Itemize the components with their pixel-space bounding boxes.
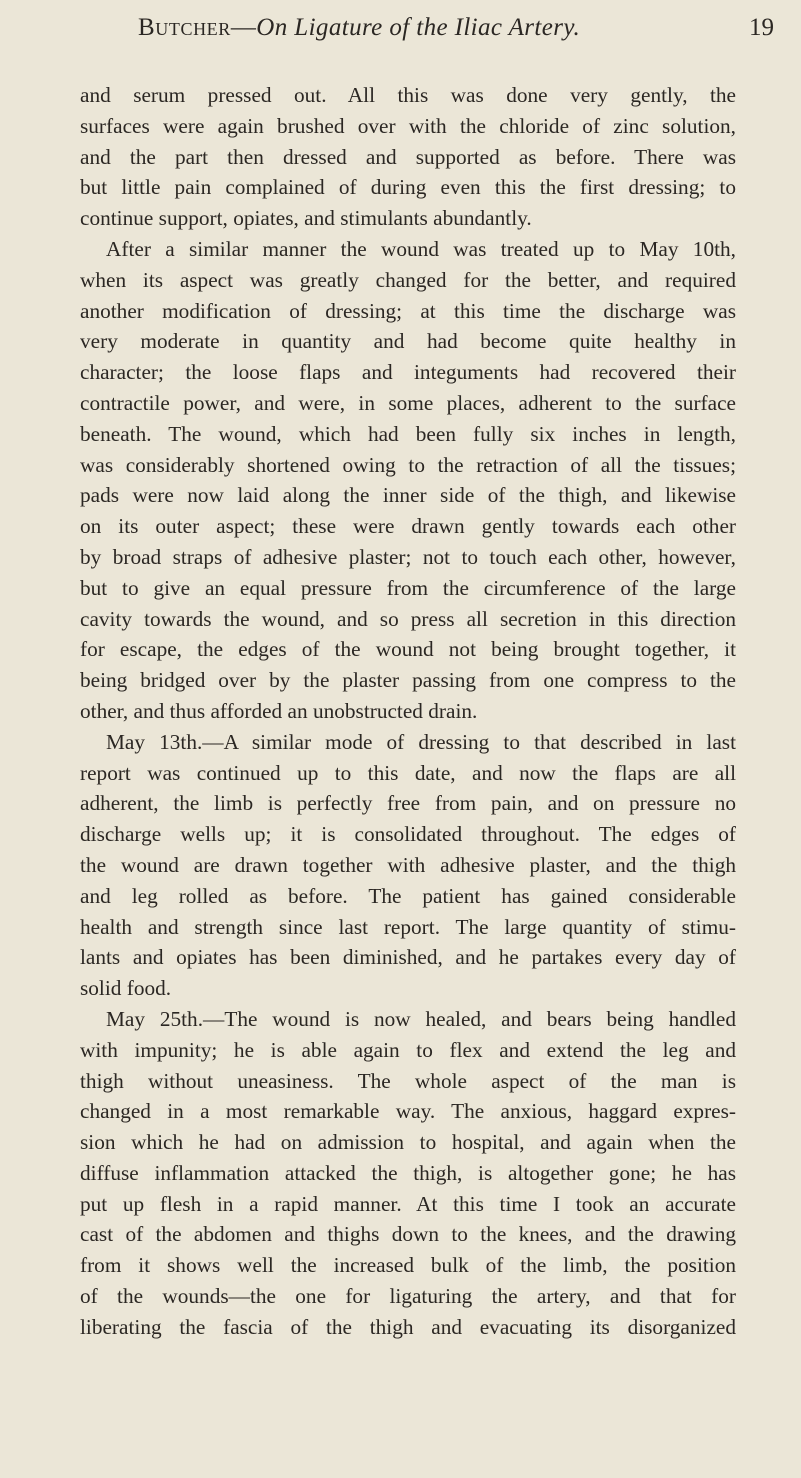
- text-line: adherent, the limb is perfectly free from pain, and on pressure no: [80, 791, 736, 816]
- text-line: and leg rolled as before. The patient has gained considerable: [80, 883, 736, 908]
- text-line: was considerably shortened owing to the retraction of all the tissues;: [80, 452, 736, 477]
- text-line: put up flesh in a rapid manner. At this time I took an accurate: [80, 1191, 736, 1216]
- text-line: May 25th.—The wound is now healed, and bears being handled: [106, 1006, 736, 1031]
- text-line: lants and opiates has been diminished, and he partakes every day of: [80, 945, 736, 970]
- text-line: being bridged over by the plaster passing from one compress to the: [80, 668, 736, 693]
- running-head-separator: —: [230, 14, 257, 41]
- running-head-title: On Ligature of the Iliac Artery.: [256, 14, 581, 41]
- text-line: when its aspect was greatly changed for the better, and required: [80, 267, 736, 292]
- text-line: health and strength since last report. The large quantity of stimu-: [80, 914, 736, 939]
- text-line: on its outer aspect; these were drawn gently towards each other: [80, 514, 736, 539]
- text-line: contractile power, and were, in some places, adherent to the surface: [80, 390, 736, 415]
- text-line: and serum pressed out. All this was done very gently, the: [80, 83, 736, 107]
- text-line: other, and thus afforded an unobstructed drain.: [80, 698, 478, 723]
- text-line: but to give an equal pressure from the circumference of the large: [80, 575, 736, 600]
- text-line: surfaces were again brushed over with the chloride of zinc solution,: [80, 113, 736, 138]
- text-line: sion which he had on admission to hospital, and again when the: [80, 1130, 736, 1155]
- text-line: solid food.: [80, 976, 172, 1001]
- text-line: changed in a most remarkable way. The anxious, haggard expres-: [80, 1099, 736, 1124]
- text-line: After a similar manner the wound was treated up to May 10th,: [106, 236, 736, 261]
- text-line: and the part then dressed and supported as before. There was: [80, 144, 736, 169]
- text-line: cast of the abdomen and thighs down to the knees, and the drawing: [80, 1222, 736, 1247]
- text-line: liberating the fascia of the thigh and evacuating its disorganized: [80, 1314, 736, 1339]
- running-head: [138, 14, 738, 42]
- text-line: character; the loose flaps and integuments had recovered their: [80, 360, 736, 385]
- text-line: of the wounds—the one for ligaturing the artery, and that for: [80, 1284, 736, 1309]
- text-line: beneath. The wound, which had been fully six inches in length,: [80, 421, 736, 446]
- text-line: thigh without uneasiness. The whole aspect of the man is: [80, 1068, 736, 1093]
- text-line: from it shows well the increased bulk of the limb, the position: [80, 1253, 736, 1278]
- text-line: the wound are drawn together with adhesive plaster, and the thigh: [80, 852, 736, 877]
- text-line: continue support, opiates, and stimulants abundantly.: [80, 206, 532, 231]
- body-text: [80, 80, 736, 1343]
- text-line: for escape, the edges of the wound not being brought together, it: [80, 637, 736, 662]
- text-line: by broad straps of adhesive plaster; not to touch each other, however,: [80, 544, 736, 569]
- text-line: another modification of dressing; at this time the discharge was: [80, 298, 736, 323]
- text-line: with impunity; he is able again to flex and extend the leg and: [80, 1037, 736, 1062]
- text-line: diffuse inflammation attacked the thigh, is altogether gone; he has: [80, 1160, 736, 1185]
- text-line: discharge wells up; it is consolidated throughout. The edges of: [80, 822, 736, 847]
- text-line: cavity towards the wound, and so press all secretion in this direction: [80, 606, 736, 631]
- text-line: pads were now laid along the inner side of the thigh, and likewise: [80, 483, 736, 508]
- text-line: very moderate in quantity and had become quite healthy in: [80, 329, 736, 354]
- running-head-author: Butcher: [138, 14, 231, 41]
- text-line: report was continued up to this date, and now the flaps are all: [80, 760, 736, 785]
- text-line: May 13th.—A similar mode of dressing to that described in last: [106, 729, 736, 754]
- text-line: but little pain complained of during even this the first dressing; to: [80, 175, 736, 200]
- page-number: 19: [749, 14, 774, 41]
